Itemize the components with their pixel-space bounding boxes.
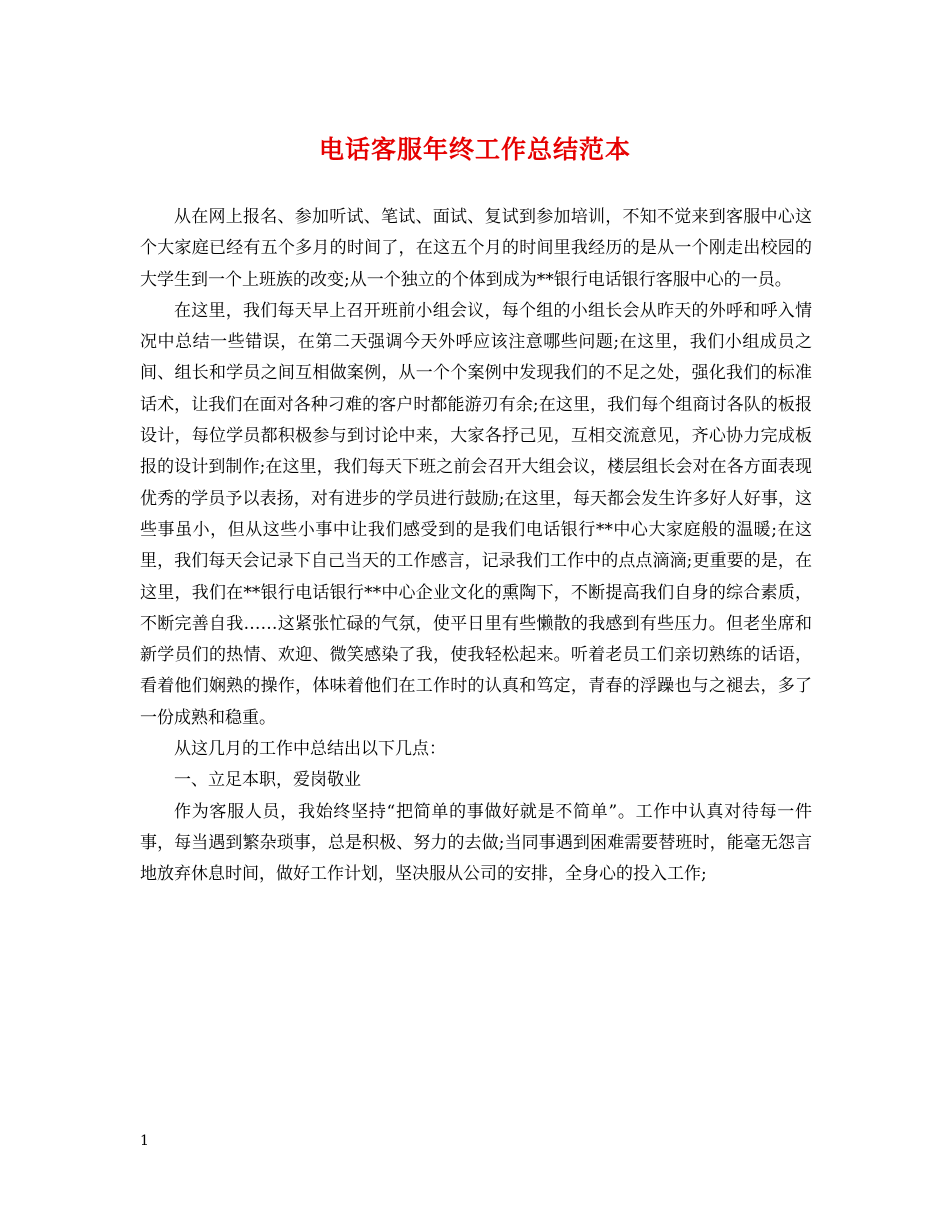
paragraph-intro: 从在网上报名、参加听试、笔试、面试、复试到参加培训，不知不觉来到客服中心这个大家庭已经有五个多月的时间了，在这五个月的时间里我经历的是从一个刚走出校园的大学生到一个上班族的改变;从一个独立的个体到成为**银行电话银行客服中心的一员。 [140, 207, 812, 290]
page-number: 1 [140, 1133, 149, 1149]
paragraph-daily-work: 在这里，我们每天早上召开班前小组会议，每个组的小组长会从昨天的外呼和呼入情况中总结一些错误，在第二天强调今天外呼应该注意哪些问题;在这里，我们小组成员之间、组长和学员之间互相做案例，从一个个案例中发现我们的不足之处，强化我们的标准话术，让我们在面对各种刁难的客户时都能游刃有余;在这里，我们每个组商讨各队的板报设计，每位学员都积极参与到讨论中来，大家各抒己见，互相交流意见，齐心协力完成板报的设计到制作;在这里，我们每天下班之前会召开大组会议，楼层组长会对在各方面表现优秀的学员予以表扬，对有进步的学员进行鼓励;在这里，每天都会发生许多好人好事，这些事虽小，但从这些小事中让我们感受到的是我们电话银行**中心大家庭般的温暖;在这里，我们每天会记录下自己当天的工作感言，记录我们工作中的点点滴滴;更重要的是，在这里，我们在**银行电话银行**中心企业文化的熏陶下，不断提高我们自身的综合素质，不断完善自我……这紧张忙碌的气氛，使平日里有些懒散的我感到有些压力。但老坐席和新学员们的热情、欢迎、微笑感染了我，使我轻松起来。听着老员工们亲切熟练的话语，看着他们娴熟的操作，体味着他们在工作时的认真和笃定，青春的浮躁也与之褪去，多了一份成熟和稳重。 [140, 300, 812, 728]
paragraph-section-1: 作为客服人员，我始终坚持“把简单的事做好就是不简单”。工作中认真对待每一件事，每当遇到繁杂琐事，总是积极、努力的去做;当同事遇到困难需要替班时，能毫无怨言地放弃休息时间，做好工作计划，坚决服从公司的安排，全身心的投入工作; [140, 801, 812, 885]
document-title: 电话客服年终工作总结范本 [318, 135, 631, 164]
document-body [140, 202, 812, 891]
paragraph-summary-lead: 从这几月的工作中总结出以下几点： [174, 739, 446, 760]
section-heading-1: 一、立足本职，爱岗敬业 [174, 770, 361, 791]
